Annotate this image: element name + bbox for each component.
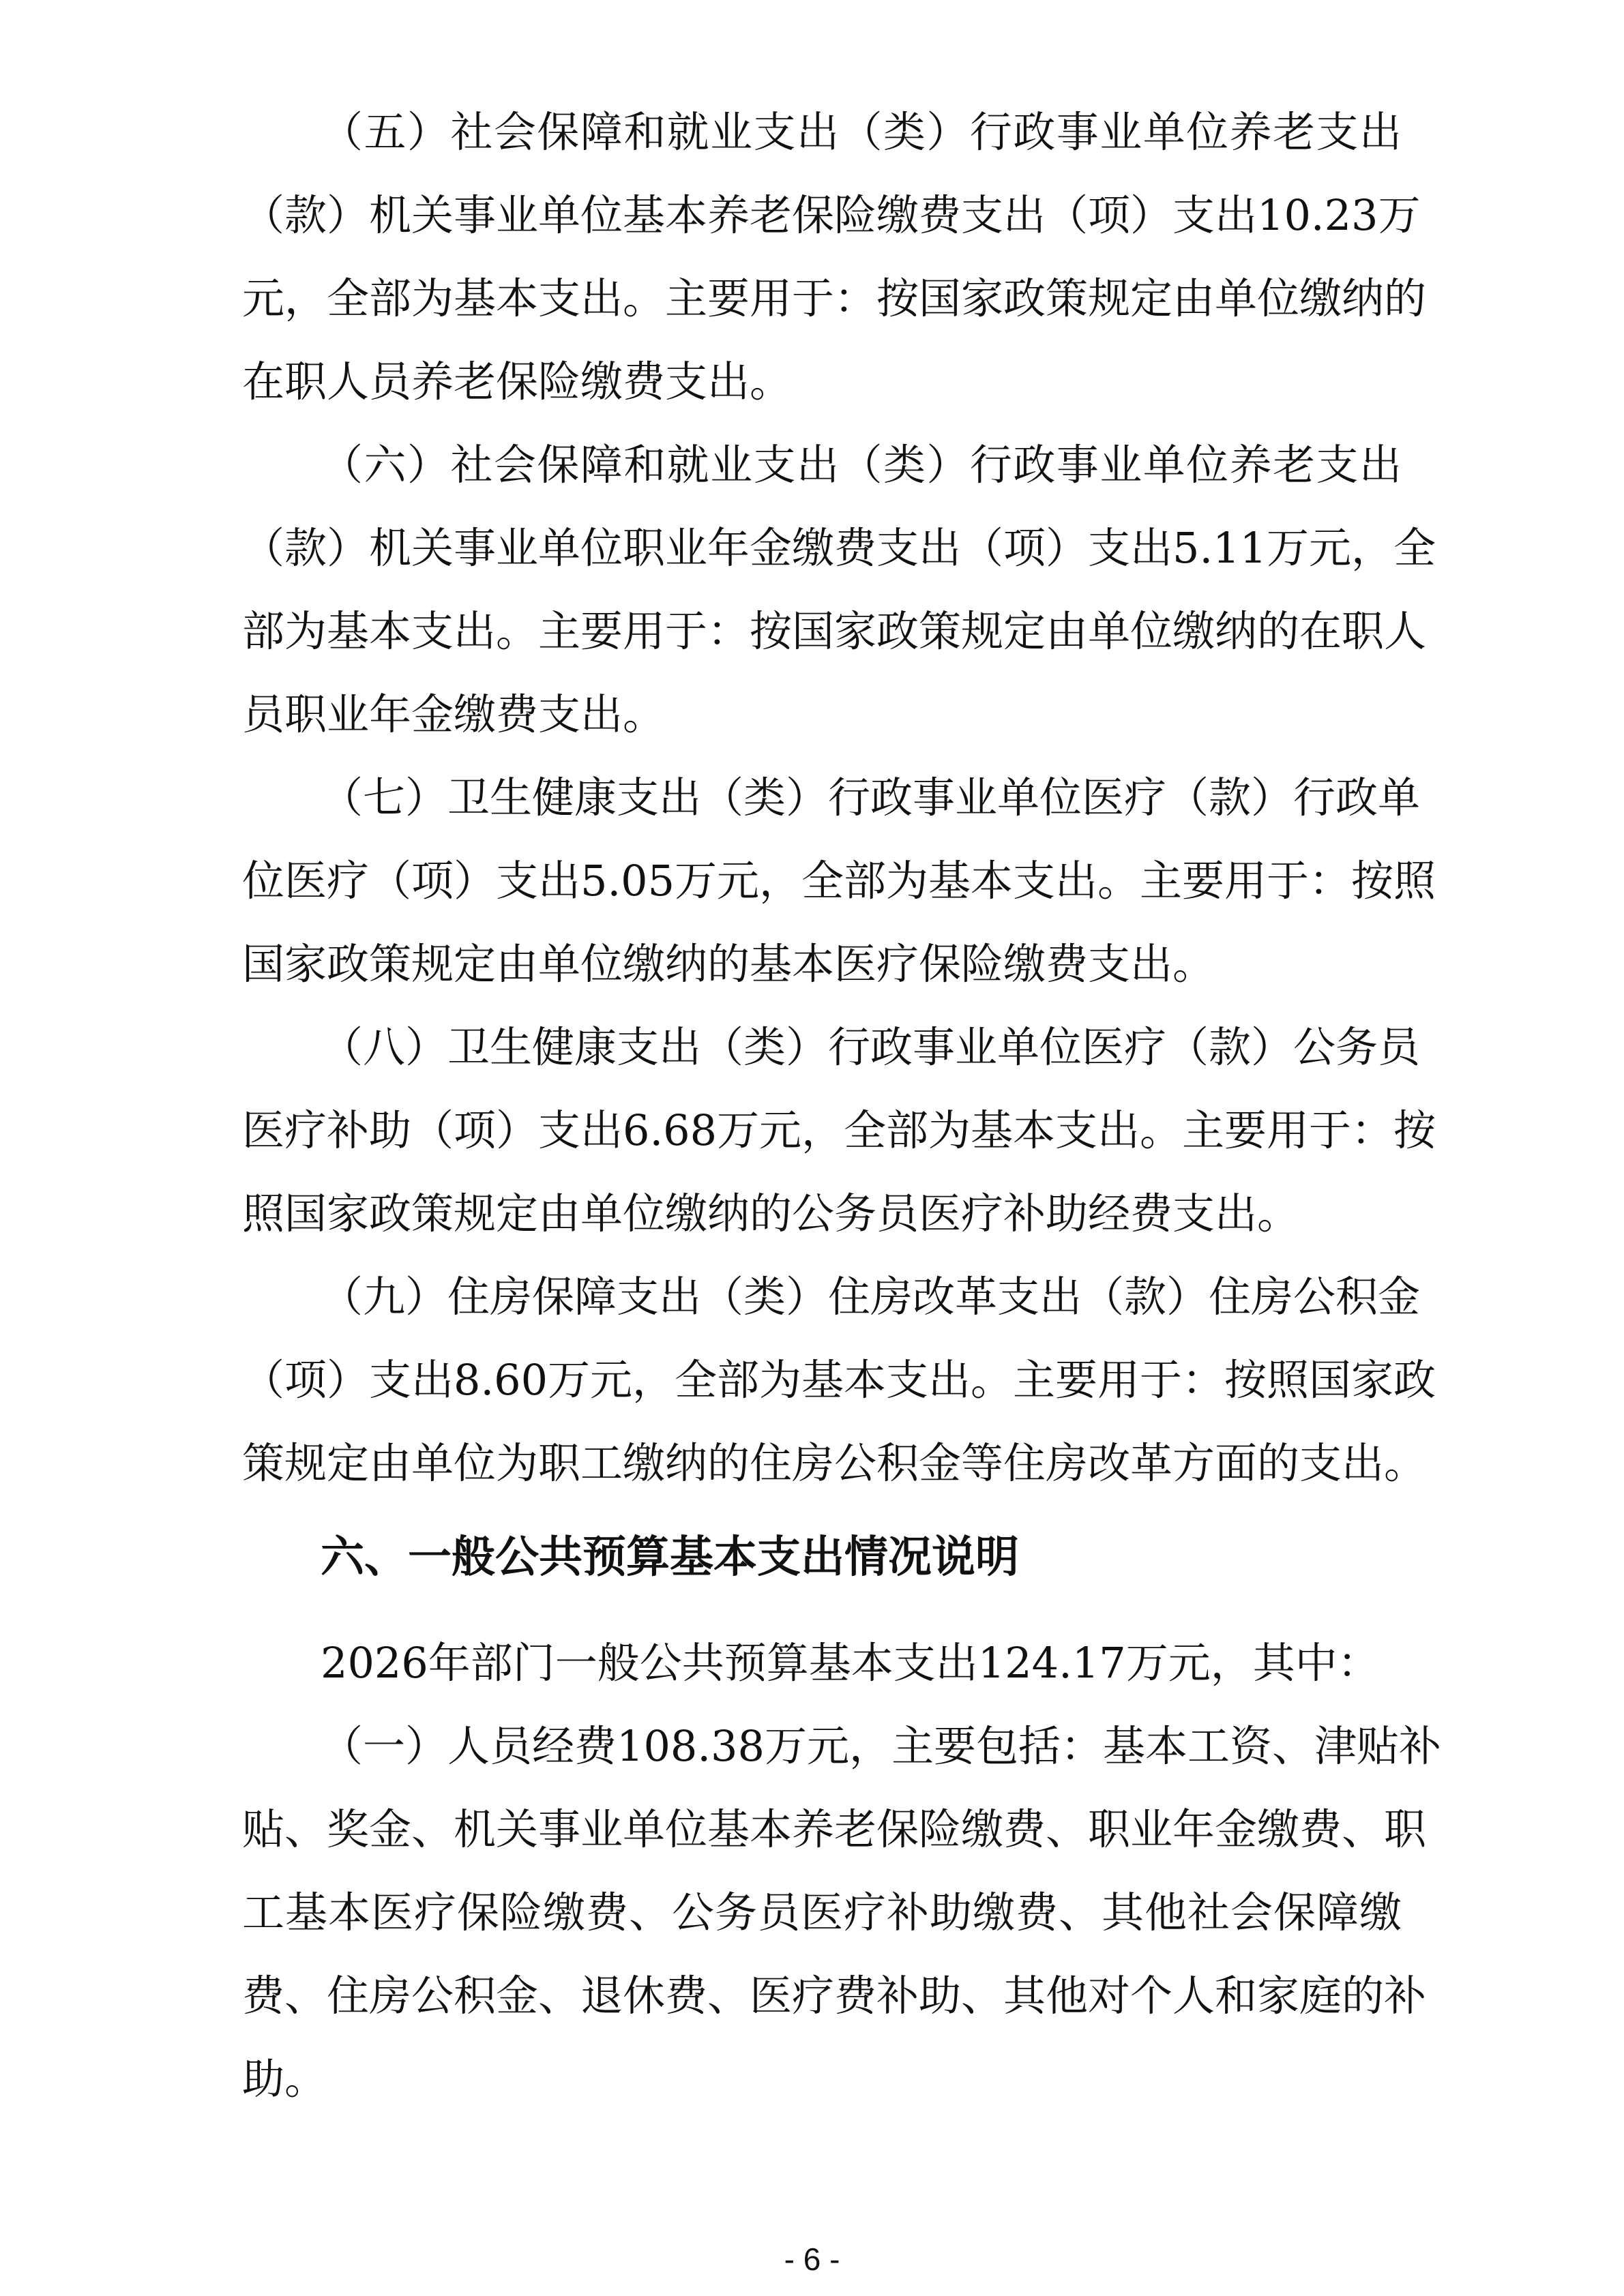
personnel-line-4: 费、住房公积金、退休费、医疗费补助、其他对个人和家庭的补 <box>242 1971 1427 2021</box>
paragraph-8-line-2: 医疗补助（项）支出6.68万元，全部为基本支出。主要用于：按 <box>242 1105 1436 1155</box>
personnel-line-3: 工基本医疗保险缴费、公务员医疗补助缴费、其他社会保障缴 <box>242 1888 1402 1937</box>
paragraph-5-line-2: （款）机关事业单位基本养老保险缴费支出（项）支出10.23万 <box>242 190 1421 240</box>
personnel-line-2: 贴、奖金、机关事业单位基本养老保险缴费、职业年金缴费、职 <box>242 1804 1427 1854</box>
paragraph-6-line-2: （款）机关事业单位职业年金缴费支出（项）支出5.11万元，全 <box>242 523 1436 573</box>
paragraph-9-line-1: （九）住房保障支出（类）住房改革支出（款）住房公积金 <box>321 1272 1421 1322</box>
paragraph-5-line-4: 在职人员养老保险缴费支出。 <box>242 357 793 406</box>
paragraph-6-line-1: （六）社会保障和就业支出（类）行政事业单位养老支出 <box>321 440 1402 490</box>
intro-line: 2026年部门一般公共预算基本支出124.17万元，其中： <box>321 1638 1380 1688</box>
paragraph-5-line-3: 元，全部为基本支出。主要用于：按国家政策规定由单位缴纳的 <box>242 273 1427 323</box>
paragraph-8-line-1: （八）卫生健康支出（类）行政事业单位医疗（款）公务员 <box>321 1022 1421 1072</box>
paragraph-7-line-2: 位医疗（项）支出5.05万元，全部为基本支出。主要用于：按照 <box>242 856 1436 906</box>
paragraph-6-line-3: 部为基本支出。主要用于：按国家政策规定由单位缴纳的在职人 <box>242 606 1427 656</box>
personnel-line-5: 助。 <box>242 2054 327 2104</box>
personnel-line-1: （一）人员经费108.38万元，主要包括：基本工资、津贴补 <box>321 1721 1441 1771</box>
paragraph-8-line-3: 照国家政策规定由单位缴纳的公务员医疗补助经费支出。 <box>242 1189 1300 1238</box>
paragraph-5-line-1: （五）社会保障和就业支出（类）行政事业单位养老支出 <box>321 107 1402 157</box>
page-number: - 6 - <box>784 2241 840 2277</box>
section-heading: 六、一般公共预算基本支出情况说明 <box>321 1532 1019 1583</box>
paragraph-6-line-4: 员职业年金缴费支出。 <box>242 689 666 739</box>
paragraph-9-line-3: 策规定由单位为职工缴纳的住房公积金等住房改革方面的支出。 <box>242 1438 1427 1488</box>
paragraph-7-line-1: （七）卫生健康支出（类）行政事业单位医疗（款）行政单 <box>321 773 1421 822</box>
paragraph-9-line-2: （项）支出8.60万元，全部为基本支出。主要用于：按照国家政 <box>242 1355 1436 1405</box>
paragraph-7-line-3: 国家政策规定由单位缴纳的基本医疗保险缴费支出。 <box>242 939 1215 989</box>
